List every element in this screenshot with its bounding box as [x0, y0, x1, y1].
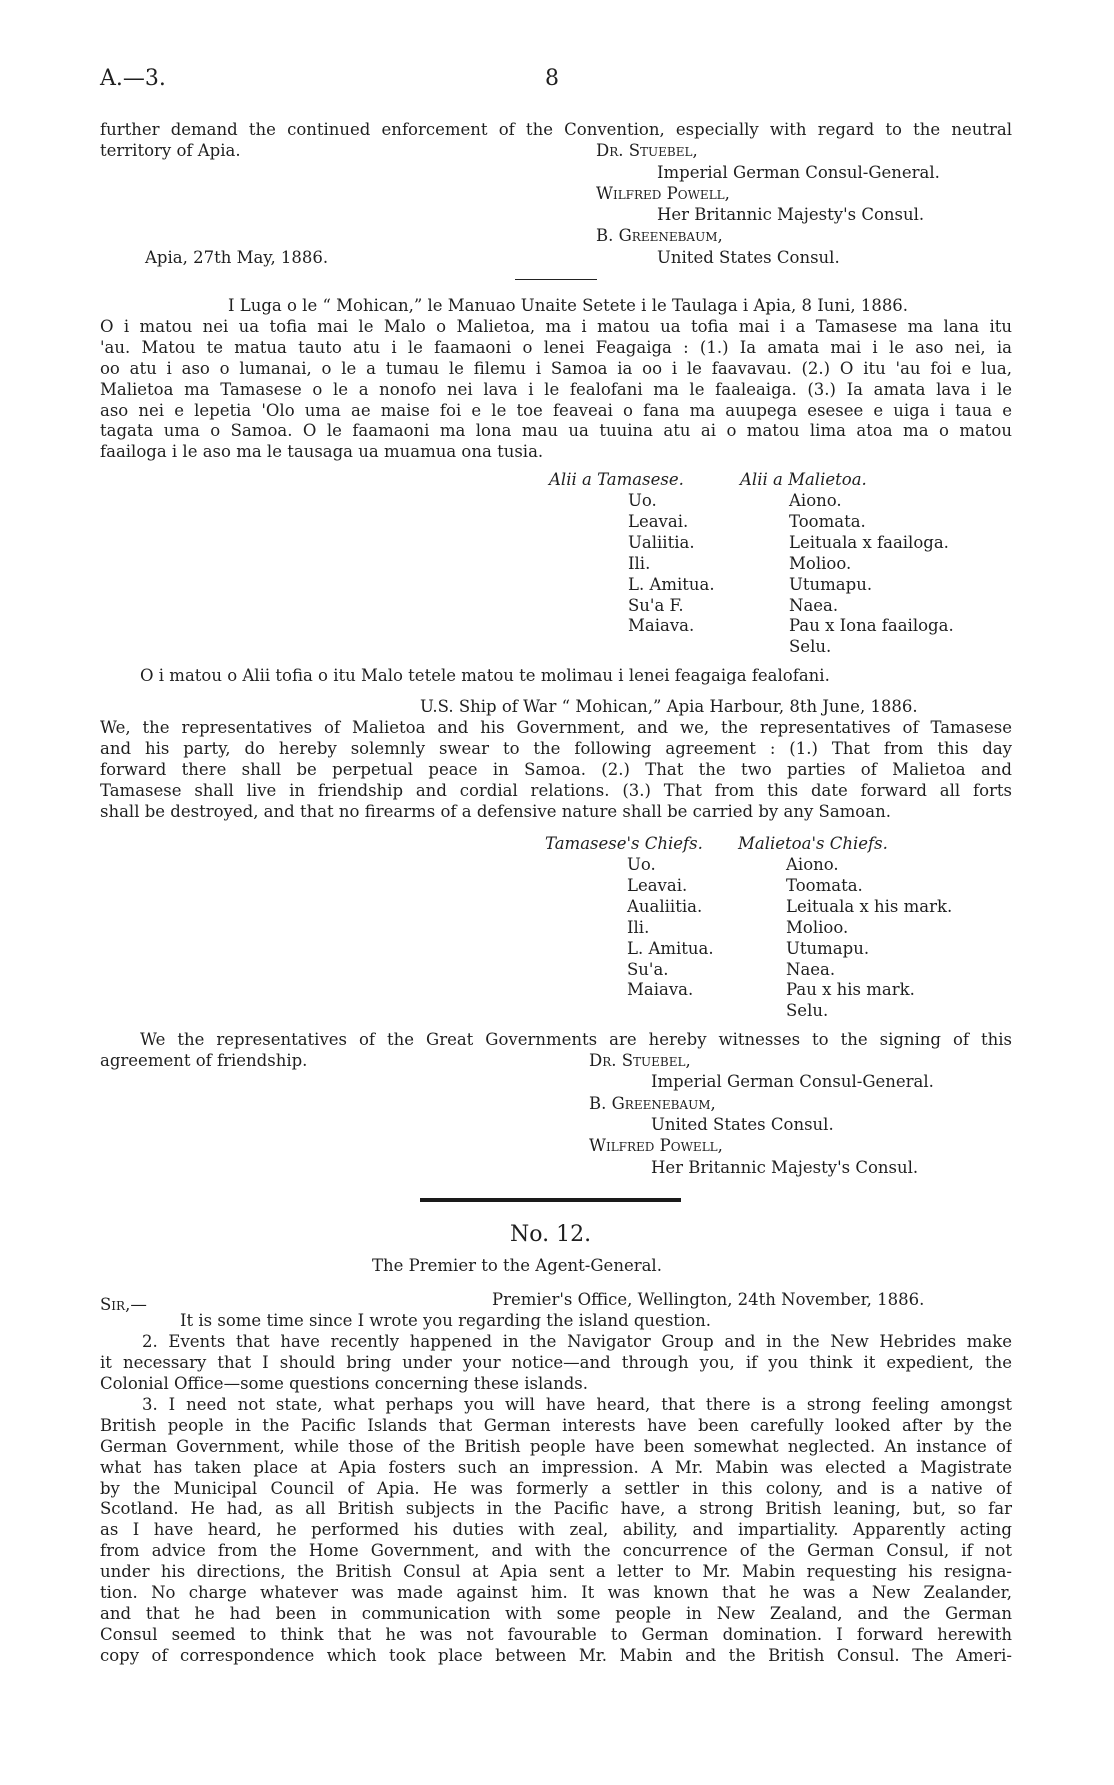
- chief-name: Naea.: [786, 959, 836, 979]
- salutation: Sir,—: [100, 1295, 147, 1314]
- chiefs-list: [628, 491, 715, 637]
- chief-name: L. Amitua.: [627, 938, 714, 958]
- place-date: Apia, 27th May, 1886.: [145, 248, 329, 267]
- english-dateline: U.S. Ship of War “ Mohican,” Apia Harbour, 8th June, 1886.: [420, 697, 918, 716]
- text-line: German Government, while those of the British people have been somewhat neglected. An instance of: [100, 1436, 1012, 1456]
- letter-number: No. 12.: [510, 1222, 592, 1247]
- letter-paragraph-1: It is some time since I wrote you regarding the island question.: [180, 1311, 712, 1330]
- chief-name: Toomata.: [789, 511, 866, 531]
- chief-name: Pau x his mark.: [786, 980, 915, 1000]
- chief-name: Uo.: [627, 855, 656, 874]
- chiefs-list: [789, 491, 954, 658]
- document-reference: A.—3.: [100, 66, 166, 91]
- text-line: and his party, do hereby solemnly swear to the following agreement : (1.) That from this day: [100, 738, 1012, 758]
- text-line: 3. I need not state, what perhaps you will have heard, that there is a strong feeling amongst: [142, 1395, 1012, 1414]
- chiefs-list: [627, 855, 714, 1001]
- text-line: Scotland. He had, as all British subjects in the Pacific have, a strong British leaning, but, so far: [100, 1499, 1012, 1519]
- chief-name: Selu.: [789, 637, 832, 657]
- text-line: under his directions, the British Consul at Apia sent a letter to Mr. Mabin requesting his resigna-: [100, 1562, 1012, 1582]
- samoan-closing: O i matou o Alii tofia o itu Malo tetele matou te molimau i lenei feagaiga fealofani.: [140, 666, 830, 685]
- chiefs-column-heading: Alii a Malietoa.: [740, 470, 867, 489]
- letter-dateline: Premier's Office, Wellington, 24th November, 1886.: [492, 1290, 925, 1309]
- text-line: territory of Apia.: [100, 140, 241, 160]
- chief-name: Maiava.: [628, 616, 695, 636]
- text-line: forward there shall be perpetual peace in Samoa. (2.) That the two parties of Malietoa and: [100, 759, 1012, 779]
- chief-name: Leavai.: [627, 875, 688, 895]
- chief-name: Uo.: [628, 491, 657, 510]
- chief-name: Aiono.: [786, 855, 839, 874]
- text-line: tion. No charge whatever was made against him. It was known that he was a New Zealander,: [100, 1583, 1012, 1603]
- chief-name: Utumapu.: [786, 938, 870, 958]
- samoan-dateline: I Luga o le “ Mohican,” le Manuao Unaite Setete i le Taulaga i Apia, 8 Iuni, 1886.: [228, 296, 909, 315]
- chief-name: Leituala x faailoga.: [789, 532, 949, 552]
- text-line: Colonial Office—some questions concerning these islands.: [100, 1373, 589, 1393]
- text-line: 'au. Matou te matua tauto atu i le faamaoni o lenei Feagaiga : (1.) Ia amata mai i le aso nei, ia: [100, 337, 1012, 357]
- chiefs-column-heading: Tamasese's Chiefs.: [545, 834, 703, 853]
- text-line: British people in the Pacific Islands that German interests have been carefully looked after by the: [100, 1415, 1012, 1435]
- page-number: 8: [545, 66, 559, 91]
- signatory-title: Her Britannic Majesty's Consul.: [657, 205, 925, 224]
- chief-name: Maiava.: [627, 980, 694, 1000]
- chief-name: Molioo.: [786, 917, 849, 937]
- text-line: Consul seemed to think that he was not favourable to German domination. I forward herewith: [100, 1624, 1012, 1644]
- signatory-title: Her Britannic Majesty's Consul.: [651, 1158, 919, 1177]
- text-line: as I have heard, he performed his duties with zeal, ability, and impartiality. Apparently acting: [100, 1520, 1012, 1540]
- signatory-name: Wilfred Powell,: [589, 1136, 723, 1155]
- chiefs-column-heading: Alii a Tamasese.: [549, 470, 684, 489]
- chief-name: Molioo.: [789, 553, 852, 573]
- text-line: further demand the continued enforcement of the Convention, especially with regard to the neutral: [100, 120, 1012, 139]
- text-line: and that he had been in communication with some people in New Zealand, and the German: [100, 1603, 1012, 1623]
- text-line: what has taken place at Apia fosters such an impression. A Mr. Mabin was elected a Magistrate: [100, 1457, 1012, 1477]
- text-line: Tamasese shall live in friendship and cordial relations. (3.) That from this date forward all forts: [100, 780, 1012, 800]
- witness-paragraph: [100, 1030, 1012, 1072]
- signatory-name: Wilfred Powell,: [596, 184, 730, 203]
- chiefs-list: [786, 855, 952, 1022]
- section-divider: [420, 1198, 681, 1202]
- chief-name: Selu.: [786, 1001, 829, 1021]
- text-line: faailoga i le aso ma le tausaga ua muamua ona tusia.: [100, 442, 544, 462]
- text-line: We the representatives of the Great Governments are hereby witnesses to the signing of this: [140, 1030, 1012, 1049]
- chief-name: Aualiitia.: [627, 896, 703, 916]
- chiefs-column-heading: Malietoa's Chiefs.: [738, 834, 888, 853]
- text-line: 2. Events that have recently happened in the Navigator Group and in the New Hebrides make: [142, 1332, 1012, 1351]
- text-line: tagata uma o Samoa. O le faamaoni ma lona mau ua tuuina atu ai o matou lima atoa ma o matou: [100, 421, 1012, 441]
- chief-name: Leavai.: [628, 511, 689, 531]
- chief-name: Su'a F.: [628, 595, 684, 615]
- letter-paragraph-3: [100, 1395, 1012, 1667]
- text-line: oo atu i aso o lumanai, o le a tumau le filemu i Samoa ia oo i le faavavau. (2.) O itu 'au foi e lua,: [100, 358, 1012, 378]
- chief-name: Leituala x his mark.: [786, 896, 953, 916]
- samoan-paragraph: [100, 317, 1012, 463]
- chief-name: Naea.: [789, 595, 839, 615]
- signatory-name: B. Greenebaum,: [589, 1094, 716, 1113]
- text-line: agreement of friendship.: [100, 1050, 308, 1070]
- text-line: We, the representatives of Malietoa and his Government, and we, the representatives of Tamasese: [100, 718, 1012, 737]
- text-line: by the Municipal Council of Apia. He was formerly a settler in this colony, and is a native of: [100, 1478, 1012, 1498]
- letter-subtitle: The Premier to the Agent-General.: [372, 1256, 662, 1275]
- signatory-title: United States Consul.: [657, 248, 840, 267]
- english-paragraph: [100, 718, 1012, 822]
- chief-name: Ualiitia.: [628, 532, 695, 552]
- text-line: Malietoa ma Tamasese o le a nonofo nei lava i le fealofani ma le faaleaiga. (3.) Ia amata lava i le: [100, 379, 1012, 399]
- signatory-name: B. Greenebaum,: [596, 226, 723, 245]
- text-line: copy of correspondence which took place between Mr. Mabin and the British Consul. The Ameri-: [100, 1645, 1012, 1665]
- chief-name: Ili.: [627, 917, 650, 937]
- chief-name: L. Amitua.: [628, 574, 715, 594]
- signatory-title: Imperial German Consul-General.: [651, 1072, 934, 1091]
- separator-rule: [515, 279, 597, 280]
- text-line: aso nei e lepetia 'Olo uma ae maise foi e le toe feaveai o fana ma auupega esesee e uiga i taua e: [100, 400, 1012, 420]
- chief-name: Pau x Iona faailoga.: [789, 616, 954, 636]
- text-line: it necessary that I should bring under your notice—and through you, if you think it expedient, the: [100, 1352, 1012, 1372]
- text-line: from advice from the Home Government, and with the concurrence of the German Consul, if not: [100, 1541, 1012, 1561]
- signatory-name: Dr. Stuebel,: [596, 141, 698, 160]
- text-line: shall be destroyed, and that no firearms of a defensive nature shall be carried by any Samoan.: [100, 801, 891, 821]
- chief-name: Aiono.: [789, 491, 842, 510]
- letter-paragraph-2: [100, 1332, 1012, 1395]
- chief-name: Utumapu.: [789, 574, 873, 594]
- signatory-title: United States Consul.: [651, 1115, 834, 1134]
- chief-name: Ili.: [628, 553, 651, 573]
- chief-name: Su'a.: [627, 959, 669, 979]
- signatory-name: Dr. Stuebel,: [589, 1051, 691, 1070]
- text-line: O i matou nei ua tofia mai le Malo o Malietoa, ma i matou ua tofia mai i a Tamasese ma lana itu: [100, 317, 1012, 336]
- intro-paragraph: [100, 120, 1012, 162]
- signatory-title: Imperial German Consul-General.: [657, 163, 940, 182]
- chief-name: Toomata.: [786, 875, 863, 895]
